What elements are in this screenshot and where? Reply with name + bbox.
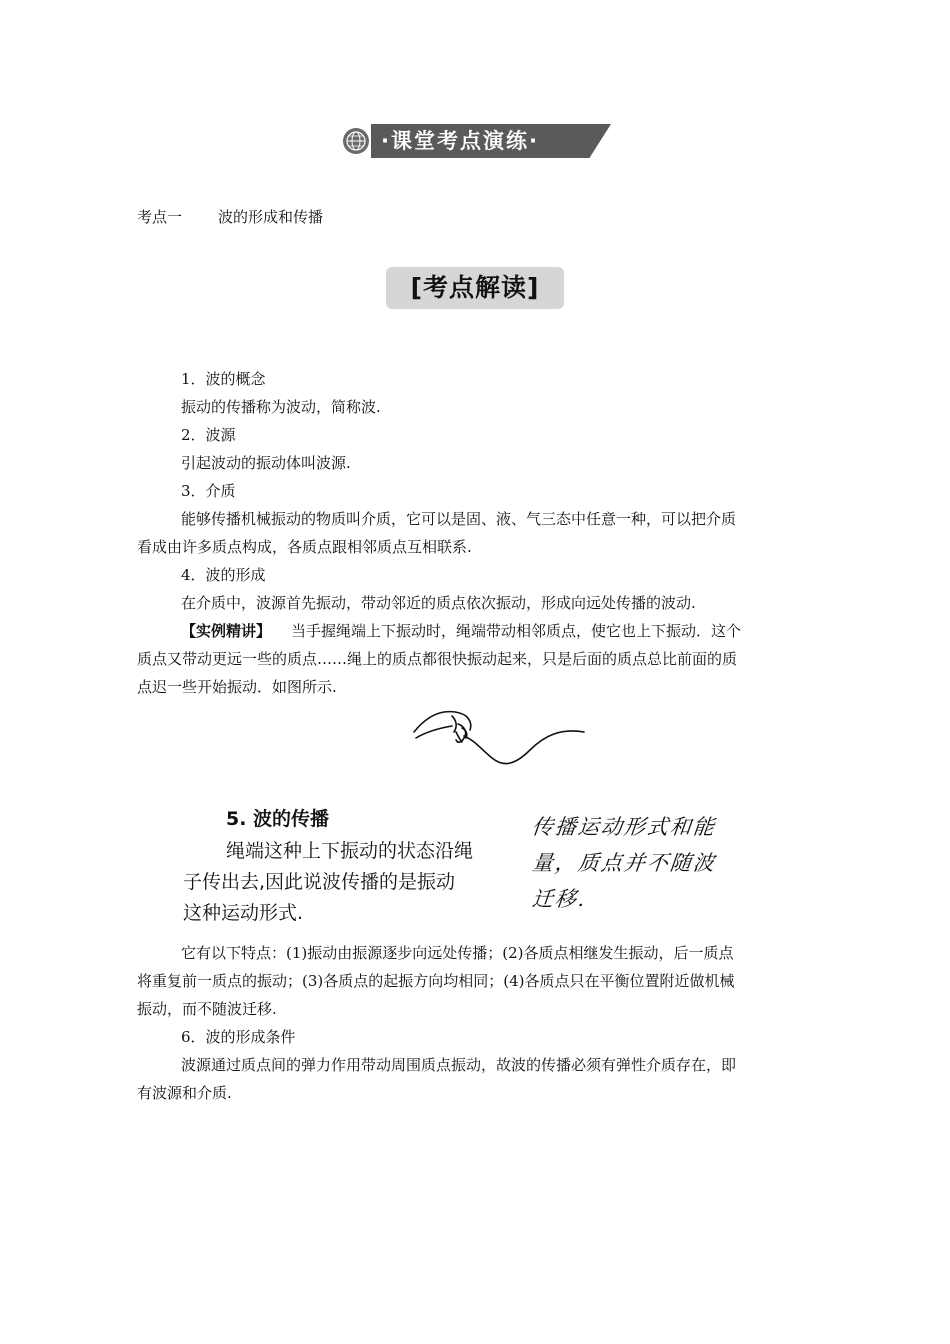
example-line-1 <box>181 617 741 645</box>
item-heading-2: 2．波源 <box>181 426 236 444</box>
item-text-3a: 能够传播机械振动的物质叫介质，它可以是固、液、气三态中任意一种，可以把介质 <box>181 510 737 528</box>
rope-wave <box>464 731 584 764</box>
example-text-c: 点迟一些开始振动．如图所示. <box>137 678 337 696</box>
banner-title: ·课堂考点演练· <box>381 129 539 153</box>
book-line-2: 子传出去,因此说波传播的是振动 <box>183 871 456 893</box>
book-line-3: 这种运动形式. <box>183 902 304 924</box>
features-text-b: 将重复前一质点的振动；(3)各质点的起振方向均相同；(4)各质点只在平衡位置附近做机械 <box>137 972 735 990</box>
features-text-c: 振动，而不随波迁移. <box>137 1000 277 1018</box>
item-heading-1: 1．波的概念 <box>181 370 266 388</box>
features-text-a: 它有以下特点：(1)振动由振源逐步向远处传播；(2)各质点相继发生振动，后一质点 <box>181 944 734 962</box>
example-text-a: 当手握绳端上下振动时，绳端带动相邻质点，使它也上下振动．这个 <box>291 622 742 640</box>
example-text-b: 质点又带动更远一些的质点……绳上的质点都很快振动起来，只是后面的质点总比前面的质 <box>137 650 738 668</box>
item-text-1: 振动的传播称为波动，简称波. <box>181 398 381 416</box>
item-text-6a: 波源通过质点间的弹力作用带动周围质点振动，故波的传播必须有弹性介质存在，即 <box>181 1056 737 1074</box>
example-label: 【实例精讲】 <box>181 622 272 640</box>
item-text-4: 在介质中，波源首先振动，带动邻近的质点依次振动，形成向远处传播的波动. <box>181 594 696 612</box>
book-line-1: 绳端这种上下振动的状态沿绳 <box>226 840 474 862</box>
handwritten-note-1: 传播运动形式和能 <box>530 815 718 839</box>
item-heading-4: 4．波的形成 <box>181 566 266 584</box>
book-heading: 5. 波的传播 <box>226 808 330 830</box>
section-banner <box>341 124 611 158</box>
hand-icon <box>414 712 471 743</box>
section-heading <box>137 206 323 228</box>
topic-badge: [考点解读] <box>386 267 564 309</box>
item-heading-6: 6．波的形成条件 <box>181 1028 296 1046</box>
item-heading-3: 3．介质 <box>181 482 236 500</box>
section-number: 考点一 <box>137 208 183 226</box>
rope-wave-figure <box>412 702 587 768</box>
item-text-3b: 看成由许多质点构成，各质点跟相邻质点互相联系. <box>137 538 472 556</box>
globe-icon <box>341 126 371 156</box>
handwritten-note-3: 迁移. <box>530 887 588 911</box>
item-text-2: 引起波动的振动体叫波源. <box>181 454 351 472</box>
section-title: 波的形成和传播 <box>218 208 324 226</box>
item-text-6b: 有波源和介质. <box>137 1084 232 1102</box>
handwritten-note-2: 量，质点并不随波 <box>530 851 718 875</box>
